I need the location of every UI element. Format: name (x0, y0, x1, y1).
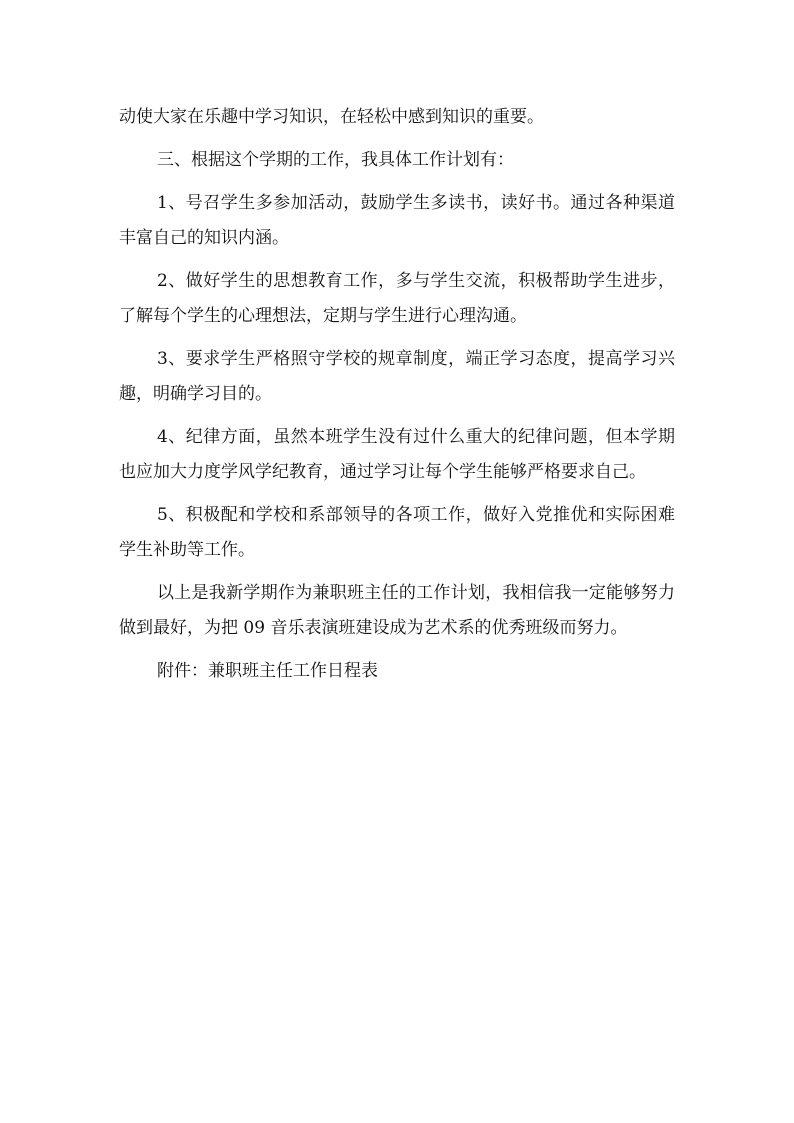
document-body (119, 100, 675, 697)
paragraph-item-5: 5、积极配和学校和系部领导的各项工作，做好入党推优和实际困难学生补助等工作。 (119, 505, 675, 560)
paragraph-item-4: 4、纪律方面，虽然本班学生没有过什么重大的纪律问题，但本学期也应加大力度学风学纪教育，通过学习让每个学生能够严格要求自己。 (119, 427, 675, 482)
paragraph-item-2: 2、做好学生的思想教育工作，多与学生交流，积极帮助学生进步，了解每个学生的心理想法，定期与学生进行心理沟通。 (119, 271, 675, 326)
paragraph-section-three-heading: 三、根据这个学期的工作，我具体工作计划有： (157, 150, 514, 170)
paragraph-item-3: 3、要求学生严格照守学校的规章制度，端正学习态度，提高学习兴趣，明确学习目的。 (119, 349, 675, 404)
paragraph-continuation: 动使大家在乐趣中学习知识，在轻松中感到知识的重要。 (119, 107, 544, 127)
paragraph-item-1: 1、号召学生多参加活动，鼓励学生多读书，读好书。通过各种渠道丰富自己的知识内涵。 (119, 193, 675, 248)
paragraph-attachment: 附件：兼职班主任工作日程表 (157, 661, 378, 681)
paragraph-conclusion: 以上是我新学期作为兼职班主任的工作计划，我相信我一定能够努力做到最好，为把 09 音乐表演班建设成为艺术系的优秀班级而努力。 (119, 583, 675, 638)
